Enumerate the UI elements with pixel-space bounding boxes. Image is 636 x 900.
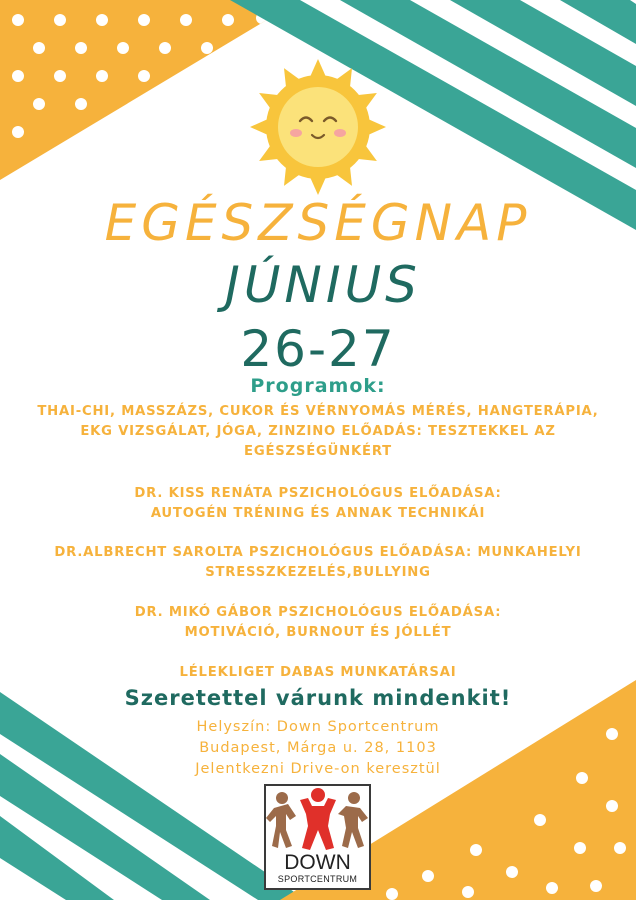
program-item-line: DR.ALBRECHT SAROLTA PSZICHOLÓGUS ELŐADÁSA: MUNKAHELYI bbox=[54, 545, 582, 560]
program-item-4 bbox=[0, 603, 636, 643]
event-dates: 26-27 bbox=[240, 320, 396, 378]
program-item-2 bbox=[0, 484, 636, 524]
program-item-line: EKG VIZSGÁLAT, JÓGA, ZINZINO ELŐADÁS: TESZTEKKEL AZ bbox=[80, 424, 556, 439]
program-item-3 bbox=[0, 543, 636, 583]
sun-icon bbox=[250, 59, 386, 195]
polka-dot-corner-top-left bbox=[0, 0, 300, 180]
address-text: Budapest, Márga u. 28, 1103 bbox=[199, 740, 437, 756]
slogan: Szeretettel várunk mindenkit! bbox=[124, 686, 512, 710]
program-item-line: STRESSZKEZELÉS,BULLYING bbox=[205, 565, 431, 580]
program-item-line: EGÉSZSÉGÜNKÉRT bbox=[244, 444, 392, 459]
event-title: EGÉSZSÉGNAP bbox=[104, 194, 532, 252]
event-month: JÚNIUS bbox=[225, 256, 421, 314]
programs-heading: Programok: bbox=[250, 375, 386, 397]
program-item-1 bbox=[12, 402, 624, 462]
program-item-line: MOTIVÁCIÓ, BURNOUT ÉS JÓLLÉT bbox=[184, 625, 452, 640]
logo-name: DOWN bbox=[284, 851, 351, 874]
down-sportcentrum-logo bbox=[264, 784, 371, 890]
program-item-5 bbox=[0, 663, 636, 683]
program-item-line: DR. MIKÓ GÁBOR PSZICHOLÓGUS ELŐADÁSA: bbox=[134, 605, 502, 620]
program-item-line: DR. KISS RENÁTA PSZICHOLÓGUS ELŐADÁSA: bbox=[134, 486, 502, 501]
location-text: Helyszín: Down Sportcentrum bbox=[196, 719, 440, 735]
logo-figures-icon bbox=[266, 786, 369, 852]
program-item-line: AUTOGÉN TRÉNING ÉS ANNAK TECHNIKÁI bbox=[150, 506, 486, 521]
program-item-line: THAI-CHI, MASSZÁZS, CUKOR ÉS VÉRNYOMÁS MÉRÉS, HANGTERÁPIA, bbox=[37, 404, 599, 419]
registration-text: Jelentkezni Drive-on keresztül bbox=[195, 761, 441, 777]
program-item-line: LÉLEKLIGET DABAS MUNKATÁRSAI bbox=[179, 665, 457, 680]
logo-subtitle: SPORTCENTRUM bbox=[277, 874, 358, 884]
